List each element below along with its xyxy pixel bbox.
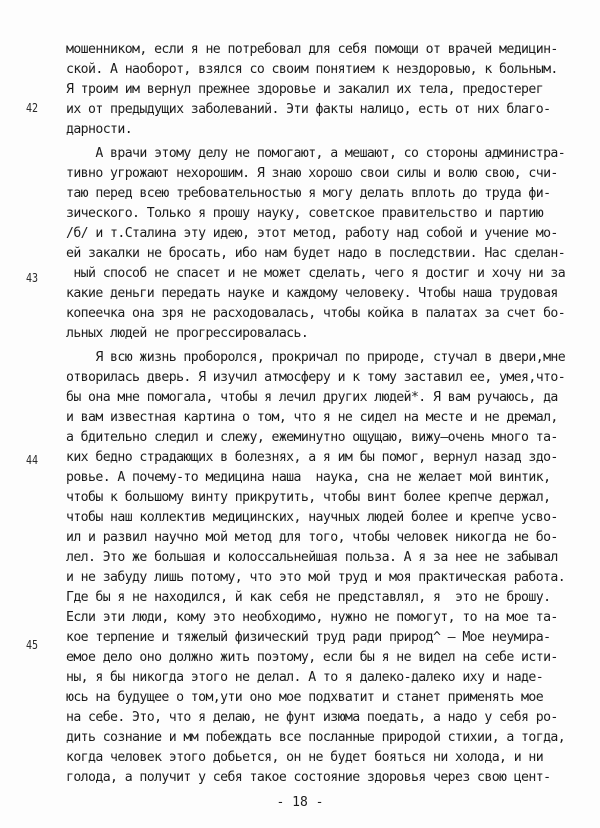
text-line: льных людей не прогрессировалась. [66,326,309,341]
text-line: чтобы к большому винту прикрутить, чтобы винт более крепче держал, [66,490,551,505]
text-line: А врачи этому делу не помогают, а мешают, со стороны администра- [66,146,566,161]
text-line: /б/ и т.Сталина эту идею, этот метод, работу над собой и учение мо- [66,226,558,241]
text-line: и вам известная картина о том, что я не сидел на месте и не дремал, [66,410,558,425]
margin-number: 42 [26,100,39,115]
text-line: дить сознание и мм побеждать все посланные природой стихии, а тогда, [66,730,566,745]
text-line: Где бы я не находился, й как себя не представлял, я это не брошу. [66,590,551,605]
text-line: копеечка она зря не расходовалась, чтобы койка в палатах за счет бо- [66,306,566,321]
text-line: таю перед всею требовательностью я могу делать вплоть до труда фи- [66,186,551,201]
text-line: дарности. [66,122,133,137]
margin-number: 45 [26,637,39,652]
margin-number: 44 [26,452,39,467]
text-line: зического. Только я прошу науку, советское правительство и партию [66,206,544,221]
text-line: голода, а получит у себя такое состояние здоровья через свою цент- [66,770,551,785]
text-line: ких бедно страдающих в болезнях, а я им бы помог, вернул назад здо- [66,450,558,465]
text-line: ровье. А почему-то медицина наша наука, сна не желает мой винтик, [66,470,551,485]
text-line: мошенником, если я не потребовал для себя помощи от врачей медицин- [66,42,558,57]
text-line: бы она мне помогала, чтобы я лечил других людей*. Я вам ручаюсь, да [66,390,558,405]
text-line: лел. Это же большая и колоссальнейшая польза. А я за нее не забывал [66,550,558,565]
text-line: ской. А наоборот, взялся со своим понятием к нездоровью, к больным. [66,62,558,77]
text-line: отворилась дверь. Я изучил атмосферу и к тому заставил ее, умея,что- [66,370,566,385]
text-line: когда человек этого добьется, он не будет бояться ни холода, и ни [66,750,544,765]
text-line: ил и развил научно мой метод для того, чтобы человек никогда не бо- [66,530,558,545]
text-line: и не забуду лишь потому, что это мой труд и моя практическая работа. [66,570,566,585]
text-line: а бдительно следил и слежу, ежеминутно ощущаю, вижу—очень много та- [66,430,558,445]
text-line: юсь на будущее о том,ути оно мое подхватит и станет применять мое [66,690,544,705]
text-line: ны, я бы никогда этого не делал. А то я далеко-далеко иху и наде- [66,670,544,685]
margin-number: 43 [26,270,39,285]
text-line: какие деньги передать науке и каждому человеку. Чтобы наша трудовая [66,286,558,301]
text-line: их от предыдущих заболеваний. Эти факты налицо, есть от них благо- [66,102,551,117]
text-line: кое терпение и тяжелый физический труд ради природ^ — Мое неумира- [66,630,551,645]
page-number: - 18 - [276,795,324,810]
text-line: тивно угрожают нехорошим. Я знаю хорошо свои силы и волю свою, счи- [66,166,558,181]
text-line: Я всю жизнь проборолся, прокричал по природе, стучал в двери,мне [66,350,566,365]
text-line: Я троим им вернул прежнее здоровье и закалил их тела, предостерег [66,82,544,97]
text-line: ей закалки не бросать, ибо нам будет надо в последствии. Нас сделан- [66,246,566,261]
text-line: Если эти люди, кому это необходимо, нужно не помогут, то на мое та- [66,610,558,625]
text-line: емое дело оно должно жить поэтому, если бы я не видел на себе исти- [66,650,558,665]
text-line: на себе. Это, что я делаю, не фунт изюма поедать, а надо у себя ро- [66,710,558,725]
text-line: чтобы наш коллектив медицинских, научных людей более и крепче усво- [66,510,558,525]
text-line: ный способ не спасет и не может сделать, чего я достиг и хочу ни за [66,266,566,281]
